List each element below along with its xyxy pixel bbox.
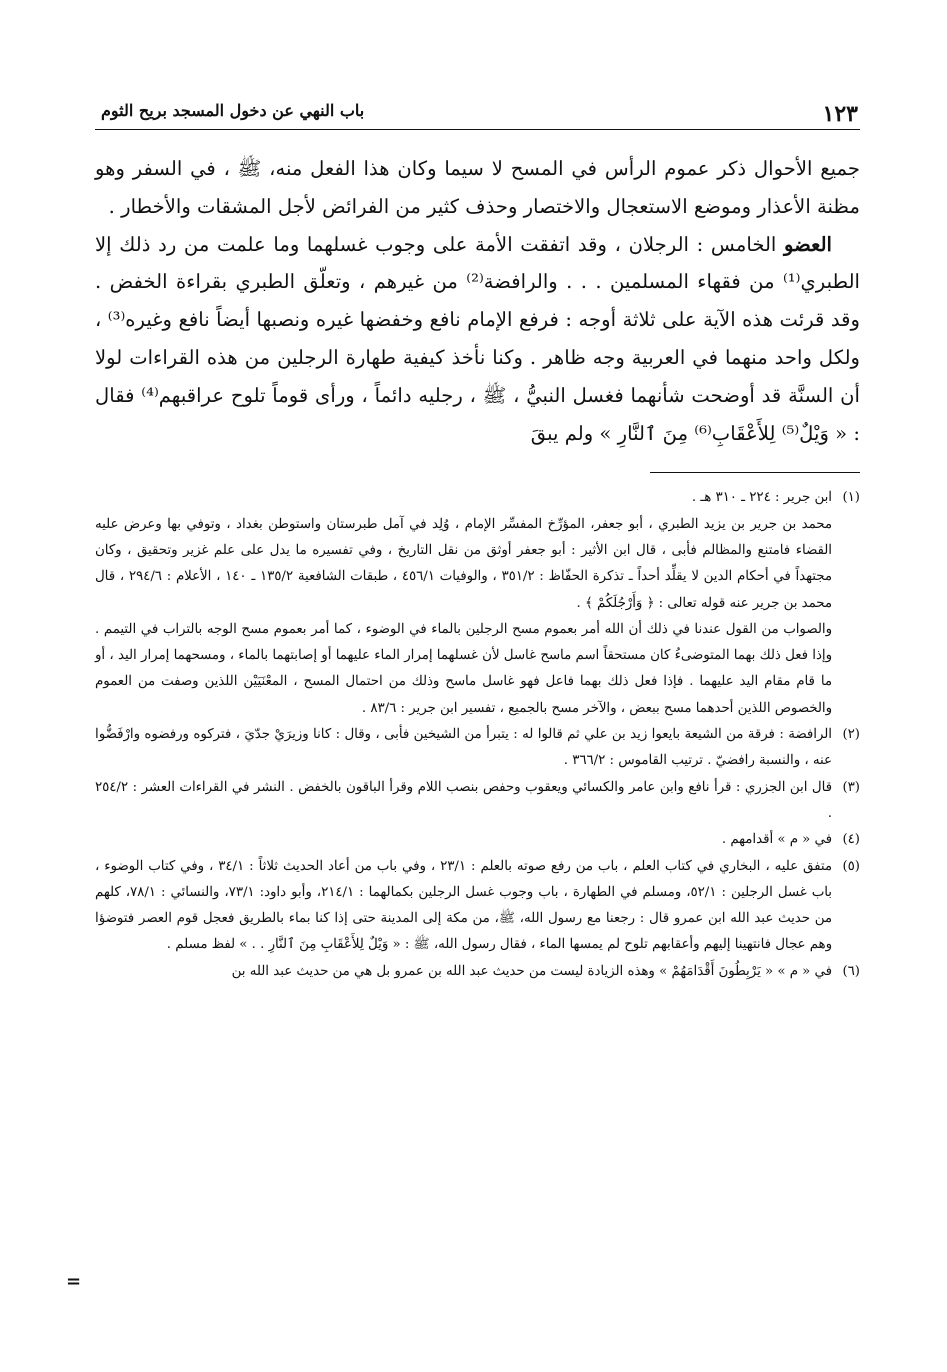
paragraph-1: جميع الأحوال ذكر عموم الرأس في المسح لا سيما وكان هذا الفعل منه، ﷺ ، في السفر وهو مظنة الأعذار وموضع الاستعجال والاختصار وحذف كثير من الفرائض لأجل المشقات والأخطار . xyxy=(95,157,860,218)
footnote-4-text: في « م » أقدامهم . xyxy=(721,832,832,848)
paragraph-2-body: الخامس : الرجلان ، وقد اتفقت الأمة على وجوب غسلهما وما علمت من رد ذلك إلا الطبري⁽¹⁾ من فقهاء المسلمين . . . والرافضة⁽²⁾ من غيرهم ، وتعلّق الطبري بقراءة الخفض . وقد قرئت هذه الآية على ثلاثة أوجه : فرفع الإمام نافع وخفضها غيره ونصبها أيضاً نافع وغيره⁽³⁾ ، ولكل واحد منهما في العربية وجه ظاهر . وكنا نأخذ كيفية طهارة الرجلين من هذه القراءات لولا أن السنَّة قد أوضحت شأنهما فغسل النبيُّ ، ﷺ ، رجليه دائماً ، ورأى قوماً تلوح عراقبهم⁽⁴⁾ فقال : « وَيْلٌ⁽⁵⁾ لِلأَعْقَابِ⁽⁶⁾ مِنَ ٱلنَّارِ » ولم يبقَ xyxy=(95,232,860,445)
paragraph-2-lead: العضو xyxy=(784,232,832,256)
footnotes xyxy=(95,485,860,985)
footnote-6-number: (٦) xyxy=(842,963,860,979)
footnote-1-number: (١) xyxy=(842,490,860,506)
main-text xyxy=(95,150,860,452)
footnote-2-number: (٢) xyxy=(842,727,860,743)
footnote-1-biography: محمد بن جرير بن يزيد الطبري ، أبو جعفر، المؤرِّخ المفسِّر الإمام ، وُلِد في آمل طبرستان واستوطن بغداد ، وتوفي بها وعرض عليه القضاء فامتنع والمظالم فأبى ، قال ابن الأثير : أبو جعفر أوثق من نقل التاريخ ، وفي تفسيره ما يدل على علم غزير وتحقيق ، وكان مجتهداً في أحكام الدين لا يقلِّد أحداً ـ تذكرة الحفّاظ : ٣٥١/٢ ، والوفيات ٤٥٦/١ ، طبقات الشافعية ١٣٥/٢ ـ ١٤٠ ، الأعلام : ٢٩٤/٦ ، قال محمد بن جرير عنه قوله تعالى : ﴿ وَأَرْجُلَكُمْ ﴾ . xyxy=(95,516,832,611)
running-title: باب النهي عن دخول المسجد بريح الثوم xyxy=(101,101,365,120)
page-number: ١٢٣ xyxy=(822,101,858,127)
continuation-mark: = xyxy=(66,1271,82,1292)
paragraph-2 xyxy=(95,226,860,453)
footnote-5-number: (٥) xyxy=(842,858,860,874)
book-page xyxy=(95,95,860,985)
footnote-separator xyxy=(650,472,860,473)
page-header xyxy=(95,95,860,130)
footnote-4 xyxy=(95,827,860,853)
footnote-2 xyxy=(95,722,860,775)
footnote-3-number: (٣) xyxy=(842,779,860,795)
footnote-3 xyxy=(95,775,860,828)
footnote-1-text: ابن جرير : ٢٢٤ ـ ٣١٠ هـ . xyxy=(691,490,832,506)
footnote-5-text: متفق عليه ، البخاري في كتاب العلم ، باب من رفع صوته بالعلم : ٢٣/١ ، وفي باب من أعاد الحديث ثلاثاً : ٣٤/١ ، وفي كتاب الوضوء ، باب غسل الرجلين : ٥٢/١، ومسلم في الطهارة ، باب وجوب غسل الرجلين بكمالهما : ٢١٤/١، وأبو داود: ٧٣/١، والنسائي : ٧٨/١، كلهم من حديث عبد الله ابن عمرو قال : رجعنا مع رسول الله، ﷺ، من مكة إلى المدينة حتى إذا كنا بماء بالطريق فعجل قوم العصر فتوضؤا وهم عجال فانتهينا إليهم وأعقابهم تلوح لم يمسها الماء ، فقال رسول الله، ﷺ : « وَيْلٌ لِلأَعْقَابِ مِنَ ٱلنَّارِ . . » لفظ مسلم . xyxy=(95,858,832,953)
footnote-1-quote: والصواب من القول عندنا في ذلك أن الله أمر بعموم مسح الرجلين بالماء في الوضوء ، كما أمر بعموم مسح الوجه بالتراب في التيمم . وإذا فعل ذلك بهما المتوضىءُ كان مستحقاً اسم ماسح غاسل لأن غسلهما إمرار الماء عليهما أو إصابتهما بالماء ، ومسحهما إمرار اليد ، أو ما قام مقام اليد عليهما . فإذا فعل ذلك بهما فاعل فهو غاسل ماسح وذلك من احتمال المسح ، المعْنَيَيْن اللذين وصفت من العموم والخصوص اللذين أحدهما مسح ببعض ، والآخر مسح بالجميع ، تفسير ابن جرير : ٨٣/٦ . xyxy=(95,621,832,716)
footnote-1 xyxy=(95,485,860,511)
footnote-5 xyxy=(95,854,860,959)
footnote-2-text: الرافضة : فرقة من الشيعة بايعوا زيد بن علي ثم قالوا له : يتبرأ من الشيخين فأبى ، وقال : كانا وزيرَيْ جدّيَ ، فتركوه ورفضوه وارْفَضُّوا عنه ، والنسبة رافضيّ . ترتيب القاموس : ٣٦٦/٢ . xyxy=(95,727,832,769)
footnote-4-number: (٤) xyxy=(842,832,860,848)
footnote-6 xyxy=(95,959,860,985)
footnote-3-text: قال ابن الجزري : قرأ نافع وابن عامر والكسائي ويعقوب وحفص بنصب اللام وقرأ الباقون بالخفض . النشر في القراءات العشر : ٢٥٤/٢ . xyxy=(95,779,832,821)
footnote-6-text: في « م » « يَرْبِطُونَ أَقْدَامَهُمْ » وهذه الزيادة ليست من حديث عبد الله بن عمرو بل هي من حديث عبد الله بن xyxy=(231,963,832,979)
